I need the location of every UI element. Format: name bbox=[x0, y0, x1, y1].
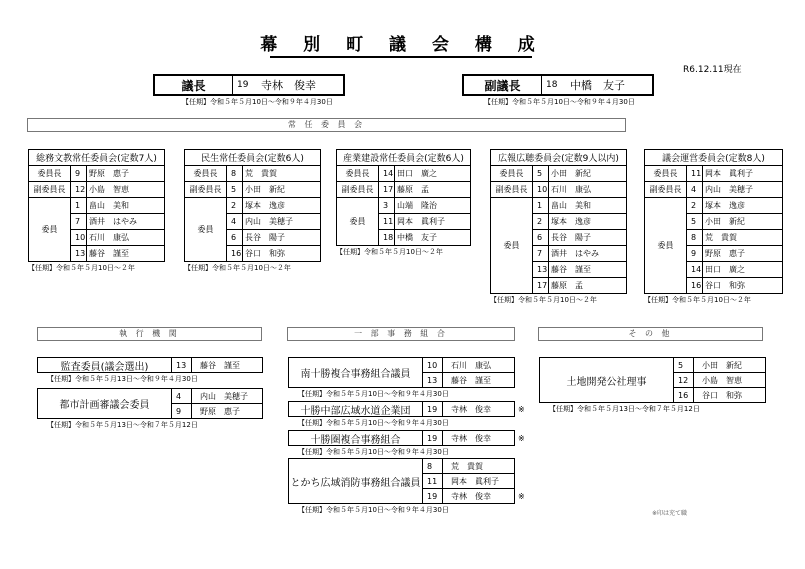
ex-officio-mark bbox=[515, 357, 525, 373]
member-label: 委員 bbox=[29, 198, 71, 262]
member-num: 2 bbox=[687, 198, 703, 214]
vice-name: 石川 康弘 bbox=[549, 182, 627, 198]
group-member-name: 谷口 和弥 bbox=[694, 387, 766, 403]
committee-table bbox=[336, 149, 471, 246]
member-name: 酒井 はやみ bbox=[549, 246, 627, 262]
section-standing-committees: 常 任 委 員 会 bbox=[27, 118, 626, 132]
member-label: 委員 bbox=[645, 198, 687, 294]
vice-label: 副委員長 bbox=[337, 182, 379, 198]
group-member-name: 野原 惠子 bbox=[192, 403, 263, 419]
group-term: 【任期】令和５年５月10日～令和９年４月30日 bbox=[298, 448, 449, 456]
group-member-num: 4 bbox=[171, 388, 192, 404]
group-member-num: 13 bbox=[171, 357, 192, 373]
vice-name: 小島 智恵 bbox=[87, 182, 165, 198]
member-num: 11 bbox=[379, 214, 395, 230]
group-box bbox=[288, 401, 525, 427]
vice-num: 10 bbox=[533, 182, 549, 198]
group-member-num: 12 bbox=[673, 372, 694, 388]
vice-name: 藤原 孟 bbox=[395, 182, 471, 198]
member-name: 岡本 眞利子 bbox=[395, 214, 471, 230]
member-name: 谷口 和弥 bbox=[703, 278, 783, 294]
chair-box bbox=[153, 74, 345, 96]
member-num: 2 bbox=[533, 214, 549, 230]
member-name: 畠山 美和 bbox=[549, 198, 627, 214]
member-num: 6 bbox=[227, 230, 243, 246]
ex-officio-mark bbox=[515, 473, 525, 489]
group-member-name: 石川 康弘 bbox=[443, 357, 515, 373]
page-title: 幕 別 町 議 会 構 成 bbox=[260, 35, 545, 55]
group-member-name: 荒 貴賀 bbox=[443, 458, 515, 474]
member-num: 13 bbox=[533, 262, 549, 278]
chair-label: 議長 bbox=[155, 76, 233, 94]
group-member-name: 藤谷 謹至 bbox=[192, 357, 263, 373]
vice-num: 5 bbox=[227, 182, 243, 198]
member-num: 3 bbox=[379, 198, 395, 214]
ex-officio-mark bbox=[515, 458, 525, 474]
vice-chair-box bbox=[462, 74, 654, 96]
committee-1 bbox=[184, 149, 321, 272]
member-num: 5 bbox=[687, 214, 703, 230]
member-name: 石川 康弘 bbox=[87, 230, 165, 246]
vice-label: 副委員長 bbox=[491, 182, 533, 198]
committee-term: 【任期】令和５年５月10日～２年 bbox=[644, 296, 751, 304]
member-num: 8 bbox=[687, 230, 703, 246]
vice-num: 4 bbox=[687, 182, 703, 198]
committee-table bbox=[184, 149, 321, 262]
group-member-name: 寺林 俊幸 bbox=[443, 488, 515, 504]
member-name: 塚本 逸彦 bbox=[703, 198, 783, 214]
group-term: 【任期】令和５年５月10日～令和９年４月30日 bbox=[298, 390, 449, 398]
section-association: 一 部 事 務 組 合 bbox=[287, 327, 515, 341]
member-name: 山端 隆治 bbox=[395, 198, 471, 214]
committee-table bbox=[644, 149, 783, 294]
group-box bbox=[288, 430, 525, 456]
ex-officio-mark bbox=[515, 372, 525, 388]
committee-name: 総務文教常任委員会(定数7人) bbox=[29, 150, 165, 166]
chief-num: 9 bbox=[71, 166, 87, 182]
group-term: 【任期】令和５年５月13日～令和９年４月30日 bbox=[47, 375, 198, 383]
group-name: 十勝圏複合事務組合 bbox=[288, 430, 423, 446]
member-name: 畠山 美和 bbox=[87, 198, 165, 214]
chief-num: 11 bbox=[687, 166, 703, 182]
member-num: 18 bbox=[379, 230, 395, 246]
committee-name: 民生常任委員会(定数6人) bbox=[185, 150, 321, 166]
committee-name: 議会運営委員会(定数8人) bbox=[645, 150, 783, 166]
vice-name: 小田 新紀 bbox=[243, 182, 321, 198]
member-num: 2 bbox=[227, 198, 243, 214]
chair-name: 寺林 俊幸 bbox=[261, 79, 316, 92]
group-member-name: 内山 美穂子 bbox=[192, 388, 263, 404]
group-member-num: 9 bbox=[171, 403, 192, 419]
group-member-name: 岡本 眞利子 bbox=[443, 473, 515, 489]
group-member-num: 8 bbox=[422, 458, 443, 474]
chief-name: 野原 惠子 bbox=[87, 166, 165, 182]
committee-table bbox=[28, 149, 165, 262]
member-name: 野原 惠子 bbox=[703, 246, 783, 262]
group-member-num: 11 bbox=[422, 473, 443, 489]
group-name: 十勝中部広域水道企業団 bbox=[288, 401, 423, 417]
vice-chair-num: 18 bbox=[546, 80, 558, 90]
group-member-name: 寺林 俊幸 bbox=[443, 430, 515, 446]
group-term: 【任期】令和５年５月10日～令和９年４月30日 bbox=[298, 506, 449, 514]
member-num: 7 bbox=[71, 214, 87, 230]
member-label: 委員 bbox=[185, 198, 227, 262]
chief-label: 委員長 bbox=[491, 166, 533, 182]
member-name: 長谷 陽子 bbox=[243, 230, 321, 246]
group-name: 監査委員(議会選出) bbox=[37, 357, 172, 373]
chair-num: 19 bbox=[237, 80, 249, 90]
member-name: 田口 廣之 bbox=[703, 262, 783, 278]
group-box bbox=[288, 458, 525, 514]
member-label: 委員 bbox=[491, 198, 533, 294]
group-member-num: 19 bbox=[422, 401, 443, 417]
chief-label: 委員長 bbox=[29, 166, 71, 182]
committee-name: 広報広聴委員会(定数9人以内) bbox=[491, 150, 627, 166]
member-num: 4 bbox=[227, 214, 243, 230]
member-label: 委員 bbox=[337, 198, 379, 246]
member-name: 小田 新紀 bbox=[703, 214, 783, 230]
chief-label: 委員長 bbox=[185, 166, 227, 182]
group-box bbox=[37, 357, 263, 383]
member-name: 長谷 陽子 bbox=[549, 230, 627, 246]
chief-name: 小田 新紀 bbox=[549, 166, 627, 182]
vice-num: 17 bbox=[379, 182, 395, 198]
group-member-num: 19 bbox=[422, 488, 443, 504]
vice-label: 副委員長 bbox=[645, 182, 687, 198]
group-box bbox=[37, 388, 263, 429]
group-term: 【任期】令和５年５月13日～令和７年５月12日 bbox=[47, 421, 198, 429]
chief-label: 委員長 bbox=[337, 166, 379, 182]
group-member-num: 5 bbox=[673, 357, 694, 373]
member-name: 塚本 逸彦 bbox=[549, 214, 627, 230]
group-name: 土地開発公社理事 bbox=[539, 357, 674, 403]
member-num: 7 bbox=[533, 246, 549, 262]
section-executive: 執 行 機 関 bbox=[37, 327, 262, 341]
group-member-name: 小島 智恵 bbox=[694, 372, 766, 388]
group-member-name: 藤谷 謹至 bbox=[443, 372, 515, 388]
committee-table bbox=[490, 149, 627, 294]
ex-officio-mark: ※ bbox=[518, 433, 525, 443]
group-box bbox=[288, 357, 525, 398]
committee-term: 【任期】令和５年５月10日～２年 bbox=[184, 264, 291, 272]
group-name: とかち広域消防事務組合議員 bbox=[288, 458, 423, 504]
chief-num: 14 bbox=[379, 166, 395, 182]
vice-chair-term: 【任期】令和５年５月10日～令和９年４月30日 bbox=[484, 98, 635, 106]
section-other: そ の 他 bbox=[538, 327, 763, 341]
as-of-date: R6.12.11現在 bbox=[683, 65, 742, 75]
chief-name: 荒 貴賀 bbox=[243, 166, 321, 182]
committee-2 bbox=[336, 149, 471, 256]
group-member-name: 寺林 俊幸 bbox=[443, 401, 515, 417]
ex-officio-mark: ※ bbox=[518, 404, 525, 414]
group-member-num: 16 bbox=[673, 387, 694, 403]
chief-label: 委員長 bbox=[645, 166, 687, 182]
member-num: 1 bbox=[71, 198, 87, 214]
group-term: 【任期】令和５年５月13日～令和７年５月12日 bbox=[549, 405, 700, 413]
member-name: 藤谷 謹至 bbox=[549, 262, 627, 278]
vice-chair-name: 中橋 友子 bbox=[570, 79, 625, 92]
title-underline bbox=[270, 56, 532, 58]
member-num: 16 bbox=[227, 246, 243, 262]
member-name: 藤谷 謹至 bbox=[87, 246, 165, 262]
footnote: ※印は充て職 bbox=[652, 510, 688, 517]
vice-chair-label: 副議長 bbox=[464, 76, 542, 94]
member-num: 10 bbox=[71, 230, 87, 246]
chair-term: 【任期】令和５年５月10日～令和９年４月30日 bbox=[182, 98, 333, 106]
group-member-num: 19 bbox=[422, 430, 443, 446]
group-name: 都市計画審議会委員 bbox=[37, 388, 172, 419]
member-num: 17 bbox=[533, 278, 549, 294]
committee-name: 産業建設常任委員会(定数6人) bbox=[337, 150, 471, 166]
committee-4 bbox=[644, 149, 783, 304]
member-name: 荒 貴賀 bbox=[703, 230, 783, 246]
group-name: 南十勝複合事務組合議員 bbox=[288, 357, 423, 388]
committee-term: 【任期】令和５年５月10日～２年 bbox=[336, 248, 443, 256]
member-name: 内山 美穂子 bbox=[243, 214, 321, 230]
chief-num: 5 bbox=[533, 166, 549, 182]
group-term: 【任期】令和５年５月10日～令和９年４月30日 bbox=[298, 419, 449, 427]
member-num: 16 bbox=[687, 278, 703, 294]
ex-officio-mark: ※ bbox=[518, 491, 525, 501]
member-name: 中橋 友子 bbox=[395, 230, 471, 246]
vice-num: 12 bbox=[71, 182, 87, 198]
member-num: 1 bbox=[533, 198, 549, 214]
group-member-num: 13 bbox=[422, 372, 443, 388]
member-name: 塚本 逸彦 bbox=[243, 198, 321, 214]
group-member-num: 10 bbox=[422, 357, 443, 373]
member-name: 藤原 孟 bbox=[549, 278, 627, 294]
vice-name: 内山 美穂子 bbox=[703, 182, 783, 198]
chief-name: 岡本 眞利子 bbox=[703, 166, 783, 182]
committee-0 bbox=[28, 149, 165, 272]
vice-label: 副委員長 bbox=[29, 182, 71, 198]
committee-term: 【任期】令和５年５月10日～２年 bbox=[28, 264, 135, 272]
member-num: 13 bbox=[71, 246, 87, 262]
chief-num: 8 bbox=[227, 166, 243, 182]
committee-3 bbox=[490, 149, 627, 304]
chief-name: 田口 廣之 bbox=[395, 166, 471, 182]
member-name: 酒井 はやみ bbox=[87, 214, 165, 230]
group-box bbox=[539, 357, 766, 413]
vice-label: 副委員長 bbox=[185, 182, 227, 198]
group-member-name: 小田 新紀 bbox=[694, 357, 766, 373]
member-name: 谷口 和弥 bbox=[243, 246, 321, 262]
member-num: 14 bbox=[687, 262, 703, 278]
member-num: 9 bbox=[687, 246, 703, 262]
committee-term: 【任期】令和５年５月10日～２年 bbox=[490, 296, 597, 304]
member-num: 6 bbox=[533, 230, 549, 246]
